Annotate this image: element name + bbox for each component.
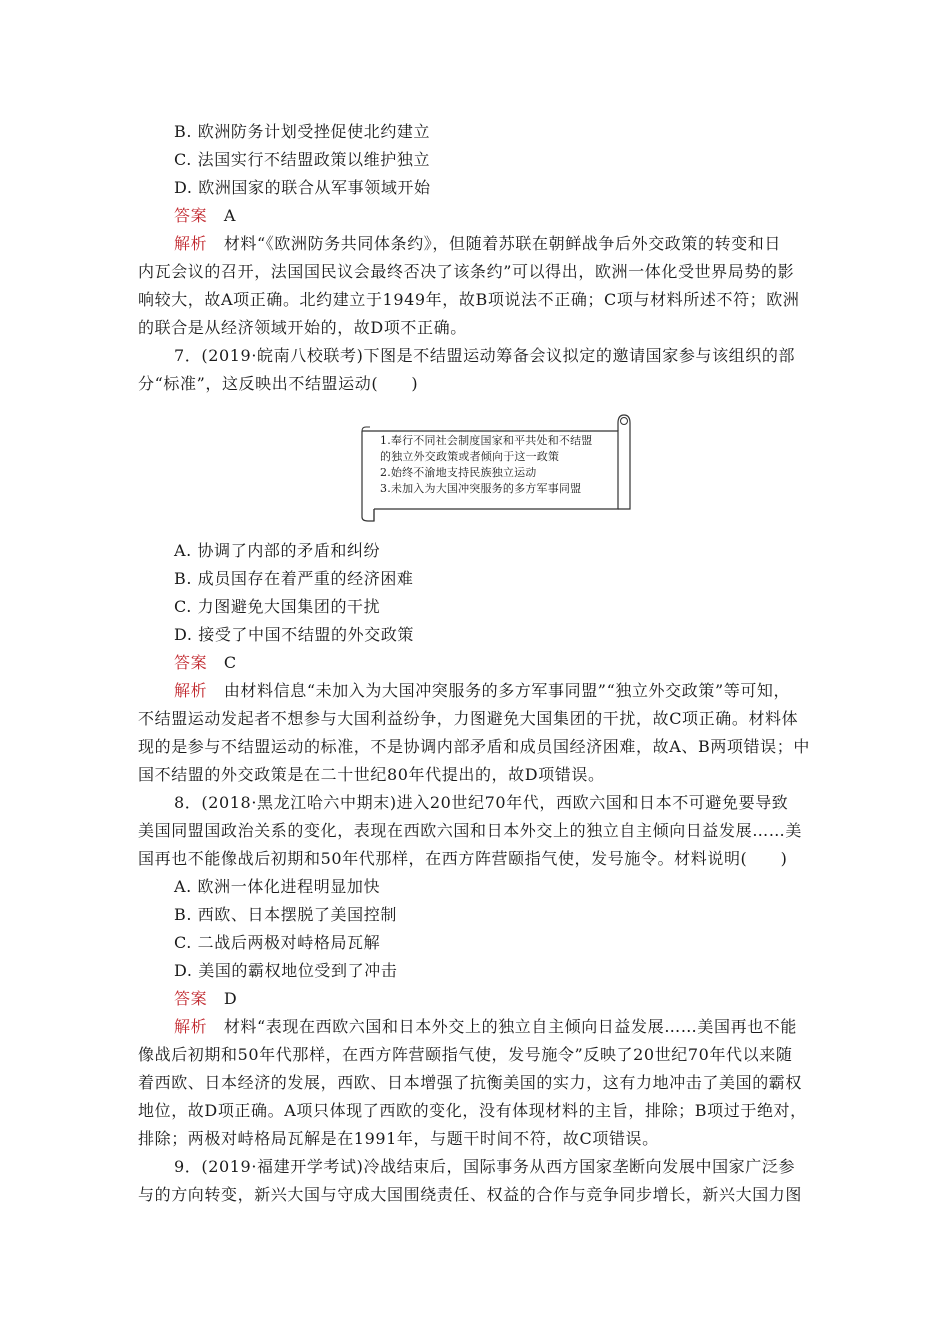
q8-analysis-line-4: 地位，故D项正确。A项只体现了西欧的变化，没有体现材料的主旨，排除；B项过于绝对， [138, 1101, 807, 1120]
q8-stem-line-1: 8．(2018·黑龙江哈六中期末)进入20世纪70年代，西欧六国和日本不可避免要导致 [174, 793, 789, 812]
q8-analysis-line-5: 排除；两极对峙格局瓦解是在1991年，与题干时间不符，故C项错误。 [138, 1129, 659, 1148]
q7-stem-line-2: 分“标准”，这反映出不结盟运动( ) [138, 374, 419, 393]
q8-stem-line-2: 美国同盟国政治关系的变化，表现在西欧六国和日本外交上的独立自主倾向日益发展……美 [138, 821, 803, 840]
q7-analysis-line-2: 不结盟运动发起者不想参与大国利益纷争，力图避免大国集团的干扰，故C项正确。材料体 [138, 709, 799, 728]
q6-option-b: B. 欧洲防务计划受挫促使北约建立 [174, 122, 431, 141]
q6-analysis-line-4: 的联合是从经济领域开始的，故D项不正确。 [138, 318, 467, 337]
q6-analysis-line-1: 解析 材料“《欧洲防务共同体条约》，但随着苏联在朝鲜战争后外交政策的转变和日 [174, 234, 781, 253]
scroll-text [380, 433, 620, 497]
q8-stem-line-3: 国再也不能像战后初期和50年代那样，在西方阵营颐指气使，发号施令。材料说明( ) [138, 849, 788, 868]
q6-analysis-line-2: 内瓦会议的召开，法国国民议会最终否决了该条约”可以得出，欧洲一体化受世界局势的影 [138, 262, 795, 281]
q6-answer: 答案 A [174, 206, 236, 225]
q6-option-d: D. 欧洲国家的联合从军事领域开始 [174, 178, 431, 197]
q8-option-b: B. 西欧、日本摆脱了美国控制 [174, 905, 397, 924]
q7-analysis-line-1: 解析 由材料信息“未加入为大国冲突服务的多方军事同盟”“独立外交政策”等可知， [174, 681, 791, 700]
q7-option-c: C. 力图避免大国集团的干扰 [174, 597, 381, 616]
scroll-line-4: 3.未加入为大国冲突服务的多方军事同盟 [380, 482, 582, 495]
q8-analysis-line-3: 着西欧、日本经济的发展，西欧、日本增强了抗衡美国的实力，这有力地冲击了美国的霸权 [138, 1073, 803, 1092]
q6-option-c: C. 法国实行不结盟政策以维护独立 [174, 150, 431, 169]
q7-analysis-line-3: 现的是参与不结盟运动的标准，不是协调内部矛盾和成员国经济困难，故A、B两项错误；中 [138, 737, 810, 756]
q7-stem-line-1: 7．(2019·皖南八校联考)下图是不结盟运动筹备会议拟定的邀请国家参与该组织的部 [174, 346, 796, 365]
q9-stem-line-2: 与的方向转变，新兴大国与守成大国围绕责任、权益的合作与竞争同步增长，新兴大国力图 [138, 1185, 803, 1204]
q7-analysis-line-4: 国不结盟的外交政策是在二十世纪80年代提出的，故D项错误。 [138, 765, 605, 784]
q7-option-b: B. 成员国存在着严重的经济困难 [174, 569, 414, 588]
q7-option-d: D. 接受了中国不结盟的外交政策 [174, 625, 415, 644]
q8-analysis-line-2: 像战后初期和50年代那样，在西方阵营颐指气使，发号施令”反映了20世纪70年代以来随 [138, 1045, 793, 1064]
q6-analysis-line-3: 响较大，故A项正确。北约建立于1949年，故B项说法不正确；C项与材料所述不符；欧洲 [138, 290, 800, 309]
scroll-line-1: 1.奉行不同社会制度国家和平共处和不结盟 [380, 434, 593, 447]
q9-stem-line-1: 9．(2019·福建开学考试)冷战结束后，国际事务从西方国家垄断向发展中国家广泛参 [174, 1157, 796, 1176]
q7-option-a: A. 协调了内部的矛盾和纠纷 [174, 541, 381, 560]
scroll-line-2: 的独立外交政策或者倾向于这一政策 [380, 450, 560, 463]
q7-answer: 答案 C [174, 653, 237, 672]
q8-answer: 答案 D [174, 989, 238, 1008]
q8-option-c: C. 二战后两极对峙格局瓦解 [174, 933, 381, 952]
q8-option-d: D. 美国的霸权地位受到了冲击 [174, 961, 398, 980]
q8-analysis-line-1: 解析 材料“表现在西欧六国和日本外交上的独立自主倾向日益发展……美国再也不能 [174, 1017, 797, 1036]
scroll-line-3: 2.始终不渝地支持民族独立运动 [380, 466, 537, 479]
q8-option-a: A. 欧洲一体化进程明显加快 [174, 877, 381, 896]
